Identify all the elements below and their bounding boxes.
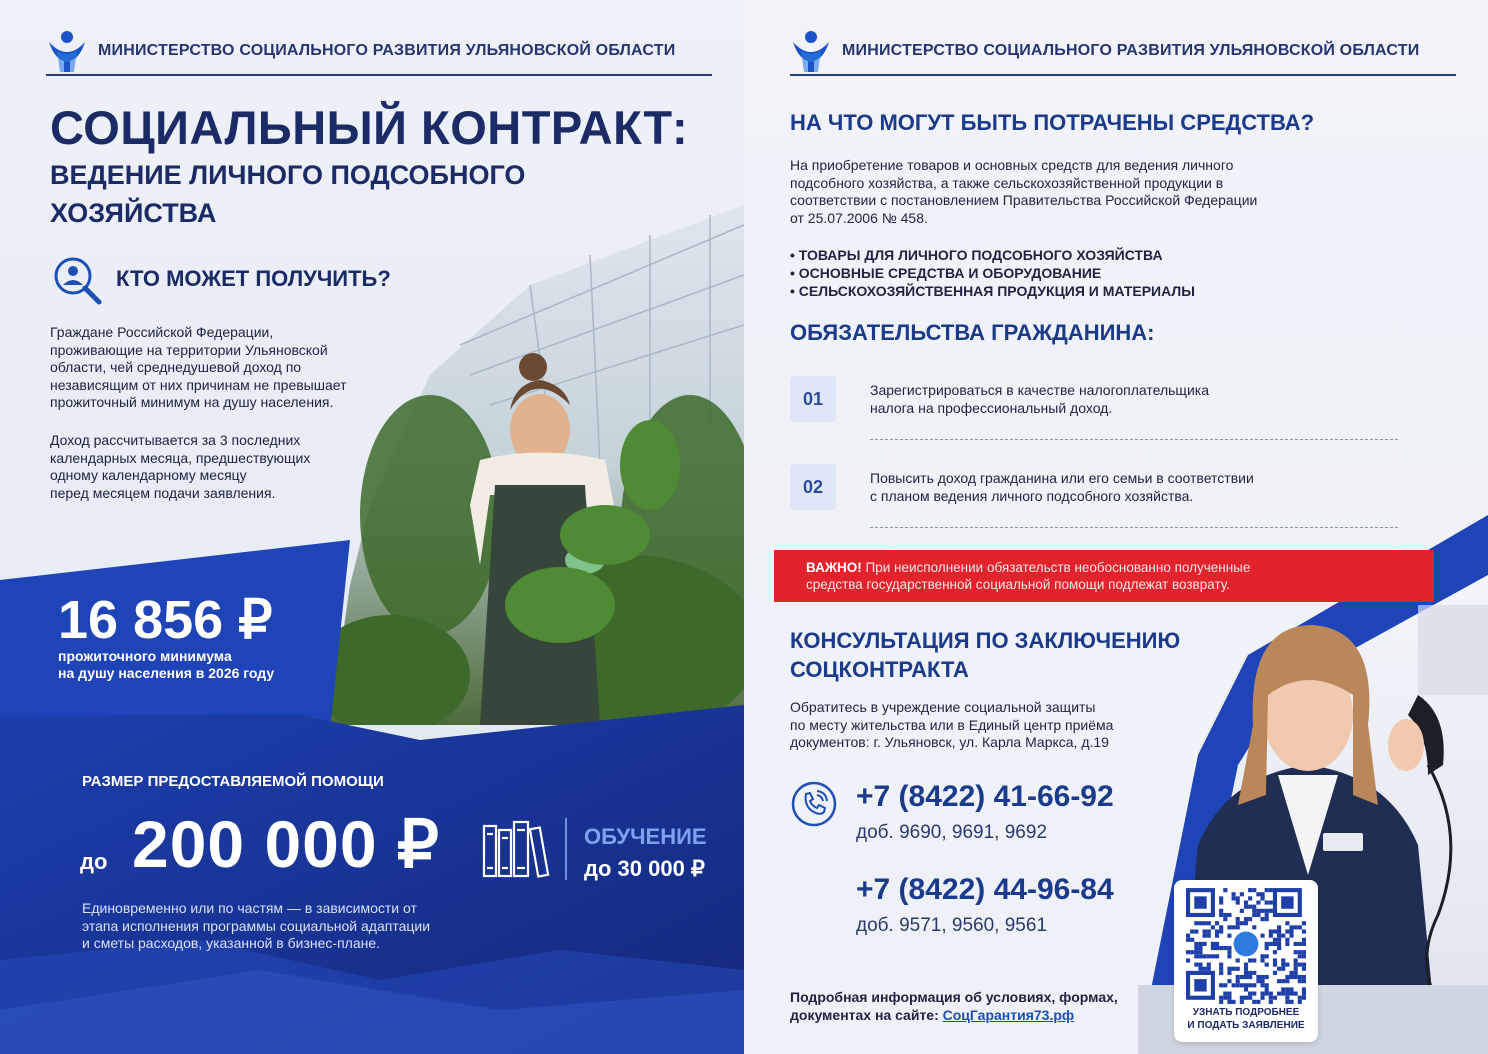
caption-line: УЗНАТЬ ПОДРОБНЕЕ	[1192, 1007, 1300, 1018]
aid-size-heading: РАЗМЕР ПРЕДОСТАВЛЯЕМОЙ ПОМОЩИ	[82, 773, 384, 790]
text-line: Зарегистрироваться в качестве налогоплательщика	[870, 382, 1209, 398]
education-heading: ОБУЧЕНИЕ	[584, 824, 707, 849]
text-line: Повысить доход гражданина или его семьи в соответствии	[870, 470, 1254, 486]
text-line: Подробная информация об условиях, формах,	[790, 989, 1118, 1005]
caption-line: И ПОДАТЬ ЗАЯВЛЕНИЕ	[1187, 1020, 1305, 1031]
more-info-text	[790, 988, 1170, 1024]
ministry-name: МИНИСТЕРСТВО СОЦИАЛЬНОГО РАЗВИТИЯ УЛЬЯНОВСКОЙ ОБЛАСТИ	[98, 42, 676, 59]
qr-caption	[1174, 1006, 1318, 1032]
eligibility-text	[50, 324, 346, 412]
text-line: Доход рассчитывается за 3 последних	[50, 432, 301, 448]
phone-icon	[790, 780, 838, 828]
consult-heading	[790, 626, 1180, 684]
edu-divider	[565, 818, 567, 880]
phone-extensions-1: доб. 9690, 9691, 9692	[856, 822, 1048, 843]
subtitle-line: ВЕДЕНИЕ ЛИЧНОГО ПОДСОБНОГО	[50, 160, 526, 190]
duty-number: 02	[790, 464, 836, 510]
text-line: документов: г. Ульяновск, ул. Карла Маркса, д.19	[790, 734, 1109, 750]
text-line: Граждане Российской Федерации,	[50, 324, 274, 340]
income-text	[50, 432, 310, 502]
caption-line: на душу населения в 2026 году	[58, 665, 275, 681]
search-person-icon	[52, 255, 104, 307]
qr-card[interactable]	[1174, 880, 1318, 1042]
caption-line: прожиточного минимума	[58, 648, 232, 664]
warning-label: ВАЖНО!	[806, 560, 862, 575]
text-line: документах на сайте:	[790, 1007, 943, 1023]
ministry-logo-icon	[46, 28, 88, 74]
text-line: На приобретение товаров и основных средств для ведения личного	[790, 157, 1234, 173]
list-item: • СЕЛЬСКОХОЗЯЙСТВЕННАЯ ПРОДУКЦИЯ И МАТЕРИАЛЫ	[790, 283, 1195, 299]
important-warning-banner	[774, 550, 1434, 602]
right-page	[744, 0, 1488, 1054]
subsistence-minimum-caption	[58, 648, 338, 682]
subsistence-minimum-amount: 16 856 ₽	[58, 590, 273, 650]
qr-code-icon[interactable]	[1186, 888, 1306, 1004]
phone-number-1[interactable]: +7 (8422) 41-66-92	[856, 780, 1114, 813]
list-item: • ТОВАРЫ ДЛЯ ЛИЧНОГО ПОДСОБНОГО ХОЗЯЙСТВА	[790, 247, 1163, 263]
duty-divider	[870, 439, 1398, 440]
heading-line: КОНСУЛЬТАЦИЯ ПО ЗАКЛЮЧЕНИЮ	[790, 628, 1181, 653]
text-line: перед месяцем подачи заявления.	[50, 484, 276, 501]
text-line: прожиточный минимум на душу населения.	[50, 394, 334, 410]
books-icon	[482, 820, 550, 878]
ministry-name: МИНИСТЕРСТВО СОЦИАЛЬНОГО РАЗВИТИЯ УЛЬЯНОВСКОЙ ОБЛАСТИ	[842, 42, 1420, 59]
aid-payment-note	[82, 900, 502, 953]
aid-prefix: до	[80, 849, 108, 874]
text-line: проживающие на территории Ульяновской	[50, 341, 328, 358]
spend-heading: НА ЧТО МОГУТ БЫТЬ ПОТРАЧЕНЫ СРЕДСТВА?	[790, 110, 1315, 135]
heading-line: СОЦКОНТРАКТА	[790, 657, 969, 682]
education-amount: до 30 000 ₽	[584, 856, 705, 881]
text-line: календарных месяца, предшествующих	[50, 449, 311, 466]
page-title: СОЦИАЛЬНЫЙ КОНТРАКТ:	[50, 101, 689, 154]
text-line: одному календарному месяцу	[50, 467, 247, 483]
duty-number: 01	[790, 376, 836, 422]
duty-text	[870, 382, 1350, 417]
text-line: Обратитесь в учреждение социальной защиты	[790, 699, 1096, 715]
text-line: этапа исполнения программы социальной адаптации	[82, 917, 431, 934]
left-header	[46, 28, 712, 76]
text-line: и сметы расходов, указанной в бизнес-плане.	[82, 935, 381, 951]
spend-text	[790, 157, 1257, 227]
consult-text	[790, 699, 1190, 752]
text-line: налога на профессиональный доход.	[870, 399, 1113, 416]
text-line: соответствии с постановлением Правительства Российской Федерации	[790, 192, 1258, 208]
text-line: с планом ведения личного подсобного хозяйства.	[870, 487, 1194, 504]
text-line: независящим от них причинам не превышает	[50, 376, 347, 393]
right-header	[790, 28, 1456, 76]
text-line: от 25.07.2006 № 458.	[790, 209, 928, 226]
list-item: • ОСНОВНЫЕ СРЕДСТВА И ОБОРУДОВАНИЕ	[790, 265, 1102, 281]
website-link[interactable]: СоцГарантия73.рф	[942, 1007, 1075, 1023]
duties-heading: ОБЯЗАТЕЛЬСТВА ГРАЖДАНИНА:	[790, 320, 1155, 345]
who-can-receive-heading: КТО МОЖЕТ ПОЛУЧИТЬ?	[116, 266, 391, 291]
warning-text: При неисполнении обязательств необоснованно полученные	[861, 560, 1251, 575]
ministry-logo-icon	[790, 28, 832, 74]
text-line: по месту жительства или в Единый центр приёма	[790, 716, 1114, 733]
spend-items-list	[790, 246, 1195, 300]
phone-number-2[interactable]: +7 (8422) 44-96-84	[856, 873, 1114, 906]
warning-text: средства государственной социальной помощи подлежат возврату.	[806, 577, 1230, 592]
text-line: области, чей среднедушевой доход по	[50, 359, 302, 375]
phone-extensions-2: доб. 9571, 9560, 9561	[856, 915, 1048, 936]
text-line: Единовременно или по частям — в зависимости от	[82, 900, 417, 916]
text-line: подсобного хозяйства, а также сельскохозяйственной продукции в	[790, 174, 1224, 191]
subtitle-line: ХОЗЯЙСТВА	[50, 198, 217, 228]
duty-text	[870, 470, 1350, 505]
aid-amount: 200 000 ₽	[132, 807, 440, 881]
